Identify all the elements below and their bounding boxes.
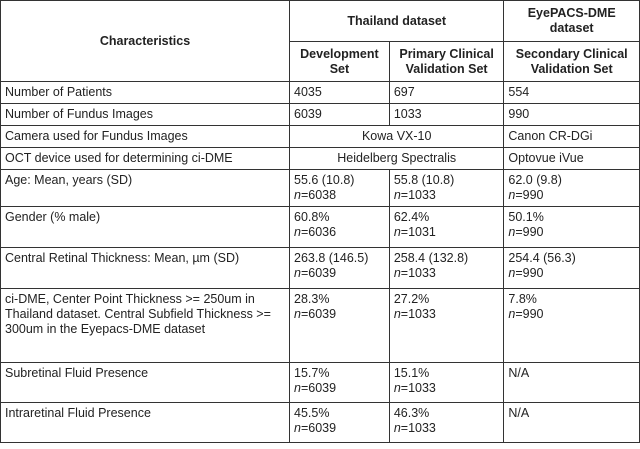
cell-dev: 6039 bbox=[290, 104, 390, 126]
row-label: Number of Fundus Images bbox=[1, 104, 290, 126]
n-symbol: n bbox=[393, 266, 401, 280]
header-group-thailand: Thailand dataset bbox=[290, 1, 504, 42]
table-row bbox=[1, 126, 640, 148]
n-symbol: n bbox=[393, 225, 401, 239]
cell-primary: 1033 bbox=[389, 104, 504, 126]
cell-primary bbox=[389, 363, 504, 403]
cell-secondary bbox=[504, 289, 640, 363]
cell-primary bbox=[389, 289, 504, 363]
cell-secondary: Optovue iVue bbox=[504, 148, 640, 170]
n-symbol: n bbox=[393, 381, 401, 395]
cell-primary bbox=[389, 170, 504, 207]
table-row bbox=[1, 82, 640, 104]
header-primary-validation-set: Primary Clinical Validation Set bbox=[389, 42, 504, 82]
value: 62.4% bbox=[393, 210, 430, 224]
n-value: =990 bbox=[515, 307, 544, 321]
n-symbol: n bbox=[393, 307, 401, 321]
value: 27.2% bbox=[393, 292, 430, 306]
n-symbol: n bbox=[508, 307, 516, 321]
value: 263.8 (146.5) bbox=[294, 251, 369, 265]
cell-dev bbox=[290, 170, 390, 207]
row-label: Subretinal Fluid Presence bbox=[1, 363, 290, 403]
value: 45.5% bbox=[294, 406, 330, 420]
cell-dev bbox=[290, 289, 390, 363]
table-row bbox=[1, 403, 640, 443]
value: 15.1% bbox=[393, 366, 430, 380]
cell-dev: 4035 bbox=[290, 82, 390, 104]
table-row bbox=[1, 363, 640, 403]
n-symbol: n bbox=[294, 188, 301, 202]
n-symbol: n bbox=[508, 266, 516, 280]
table-row bbox=[1, 170, 640, 207]
n-symbol: n bbox=[294, 266, 301, 280]
header-development-set: Development Set bbox=[290, 42, 390, 82]
n-value: =1033 bbox=[400, 266, 436, 280]
n-value: =6039 bbox=[300, 307, 337, 321]
cell-secondary bbox=[504, 248, 640, 289]
value: 50.1% bbox=[508, 210, 544, 224]
cell-secondary: Canon CR-DGi bbox=[504, 126, 640, 148]
cell-dev bbox=[290, 363, 390, 403]
n-symbol: n bbox=[508, 225, 516, 239]
n-value: =990 bbox=[515, 188, 544, 202]
cell-thailand-merged: Heidelberg Spectralis bbox=[290, 148, 504, 170]
row-label: Central Retinal Thickness: Mean, µm (SD) bbox=[1, 248, 290, 289]
cell-dev bbox=[290, 207, 390, 248]
n-value: =990 bbox=[515, 266, 544, 280]
value: 55.6 (10.8) bbox=[294, 173, 355, 187]
header-group-eyepacs: EyePACS-DME dataset bbox=[504, 1, 640, 42]
row-label: Gender (% male) bbox=[1, 207, 290, 248]
cell-secondary: N/A bbox=[504, 403, 640, 443]
n-value: =1033 bbox=[400, 421, 436, 435]
table-row bbox=[1, 207, 640, 248]
value: 55.8 (10.8) bbox=[393, 173, 455, 187]
cell-thailand-merged: Kowa VX-10 bbox=[290, 126, 504, 148]
table-row bbox=[1, 248, 640, 289]
cell-secondary bbox=[504, 170, 640, 207]
n-value: =6036 bbox=[300, 225, 337, 239]
cell-dev bbox=[290, 248, 390, 289]
n-value: =6039 bbox=[300, 266, 337, 280]
n-value: =6039 bbox=[300, 421, 337, 435]
row-label: Number of Patients bbox=[1, 82, 290, 104]
n-symbol: n bbox=[393, 188, 401, 202]
value: 258.4 (132.8) bbox=[393, 251, 469, 265]
n-symbol: n bbox=[294, 307, 301, 321]
n-value: =1033 bbox=[400, 307, 436, 321]
n-symbol: n bbox=[294, 225, 301, 239]
value: 62.0 (9.8) bbox=[508, 173, 562, 187]
n-value: =990 bbox=[515, 225, 544, 239]
row-label: Camera used for Fundus Images bbox=[1, 126, 290, 148]
header-secondary-validation-set: Secondary Clinical Validation Set bbox=[504, 42, 640, 82]
cell-primary: 697 bbox=[389, 82, 504, 104]
cell-primary bbox=[389, 403, 504, 443]
table-row bbox=[1, 148, 640, 170]
value: 254.4 (56.3) bbox=[508, 251, 576, 265]
row-label: Age: Mean, years (SD) bbox=[1, 170, 290, 207]
cell-primary bbox=[389, 207, 504, 248]
n-symbol: n bbox=[294, 421, 301, 435]
table-row bbox=[1, 104, 640, 126]
table-row bbox=[1, 289, 640, 363]
value: 15.7% bbox=[294, 366, 330, 380]
header-row-groups bbox=[1, 1, 640, 42]
n-value: =6038 bbox=[300, 188, 337, 202]
cell-primary bbox=[389, 248, 504, 289]
n-value: =1033 bbox=[400, 188, 436, 202]
n-symbol: n bbox=[294, 381, 301, 395]
n-symbol: n bbox=[393, 421, 401, 435]
n-symbol: n bbox=[508, 188, 516, 202]
cell-secondary bbox=[504, 207, 640, 248]
cell-secondary: N/A bbox=[504, 363, 640, 403]
row-label: ci-DME, Center Point Thickness >= 250um in Thailand dataset. Central Subfield Thickness >= 300um in the Eyepacs-DME dataset bbox=[1, 289, 290, 363]
cell-dev bbox=[290, 403, 390, 443]
value: 46.3% bbox=[393, 406, 430, 420]
cell-secondary: 990 bbox=[504, 104, 640, 126]
value: 60.8% bbox=[294, 210, 330, 224]
n-value: =1033 bbox=[400, 381, 436, 395]
n-value: =6039 bbox=[300, 381, 337, 395]
row-label: OCT device used for determining ci-DME bbox=[1, 148, 290, 170]
header-characteristics: Characteristics bbox=[1, 1, 290, 82]
value: 7.8% bbox=[508, 292, 537, 306]
cell-secondary: 554 bbox=[504, 82, 640, 104]
value: 28.3% bbox=[294, 292, 330, 306]
row-label: Intraretinal Fluid Presence bbox=[1, 403, 290, 443]
n-value: =1031 bbox=[400, 225, 436, 239]
